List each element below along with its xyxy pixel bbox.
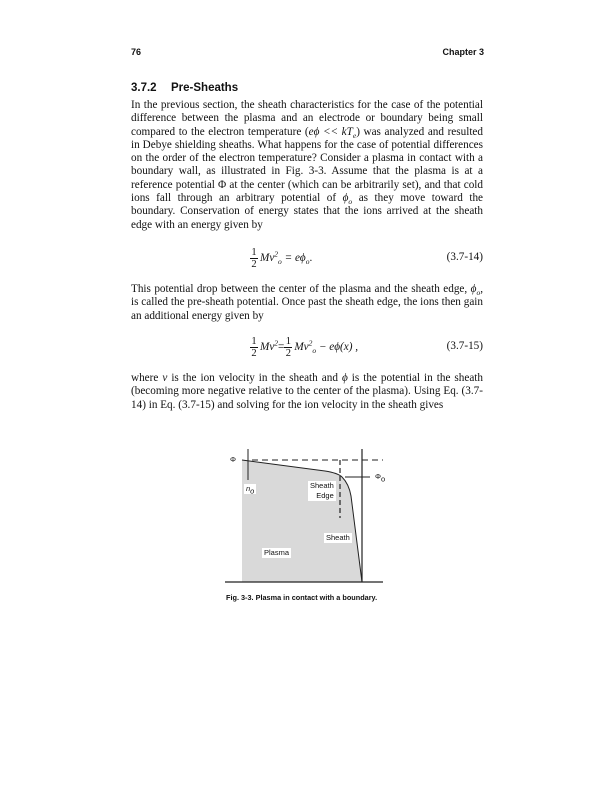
text-run: is the ion velocity in the sheath and [167,372,342,384]
equation-tag: (3.7-15) [446,340,483,352]
text-run: In the previous section, the sheath characteristics for the case of the potential difference between the plasma and an electrode or boundary being small compared to the electron temperature ( [131,99,483,138]
phi-label [228,455,238,465]
n-o-label [244,484,256,494]
denominator: 2 [285,347,291,359]
text-run: is the potential in the sheath (becoming more negative relative to the center of the plasma). Using Eq. (3.7-14) in Eq. (3.7-15) and solving for the ion velocity in the sheath gives [131,372,483,411]
math-sub: o [305,257,310,267]
text-run: This potential drop between the center of the plasma and the sheath edge, [131,283,471,295]
math-run: ϕ [342,192,349,205]
math-run: Mv [294,341,309,353]
label-text: Edge [316,491,334,500]
math-sup: 2 [308,338,313,348]
inline-math: v [162,372,168,384]
math-run: Mv [260,341,275,353]
text-run: where [131,372,163,384]
chapter-header: Chapter 3 [442,47,484,57]
section-title: Pre-Sheaths [171,82,239,94]
label-text: Φ [230,455,236,464]
label-sub: o [250,486,255,496]
figure-caption: Fig. 3-3. Plasma in contact with a boundary. [226,593,378,602]
math-run: eϕ << kT [308,125,353,138]
math-run: ϕ [470,283,477,295]
math-sub: e [352,130,357,140]
math-sub: o [348,197,353,207]
denominator: 2 [251,347,257,359]
plasma-region [242,460,362,582]
text-run: , is called the pre-sheath potential. Once past the sheath edge, the ions then gain an additional energy given by [131,283,483,322]
phi-o-label [373,472,387,482]
math-sub: o [476,288,481,298]
label-text: Sheath [310,481,334,490]
math-end: . [309,252,313,264]
plasma-label: Plasma [264,548,290,557]
equation-tag: (3.7-14) [446,251,483,263]
label-text: Φ [375,472,381,481]
math-sub: o [312,346,317,356]
numerator: 1 [251,246,257,258]
math-run: Mv [260,252,275,264]
page-number: 76 [131,47,142,57]
inline-math: ϕ [341,372,348,384]
math-sup: 2 [274,249,279,259]
label-text: n [246,484,251,493]
math-run: − eϕ(x) , [316,341,359,353]
section-number: 3.7.2 [131,82,157,94]
text-run: ) was analyzed and resulted in Debye shielding sheaths. What happens for the case of potential differences on the order of the electron temperature? Consider a plasma in contact with a boundary wall, as illustrated in Fig. 3-3. Assume that the plasma is at a reference potential Φ at the center (which can be arbitrarily set), and that cold ions fall through an arbitrary potential of [131,125,483,205]
numerator: 1 [251,335,257,347]
text-run: as they move toward the boundary. Conservation of energy states that the ions arrived at the sheath edge with an energy given by [131,192,483,231]
math-run: = eϕ [281,252,306,264]
math-sub: o [278,257,282,267]
label-sub: o [380,474,386,484]
math-run: = [278,341,285,353]
math-sup: 2 [274,338,279,348]
sheath-label: Sheath [326,533,350,542]
sheath-edge-label [308,481,336,501]
denominator: 2 [251,258,257,270]
numerator: 1 [285,335,291,347]
